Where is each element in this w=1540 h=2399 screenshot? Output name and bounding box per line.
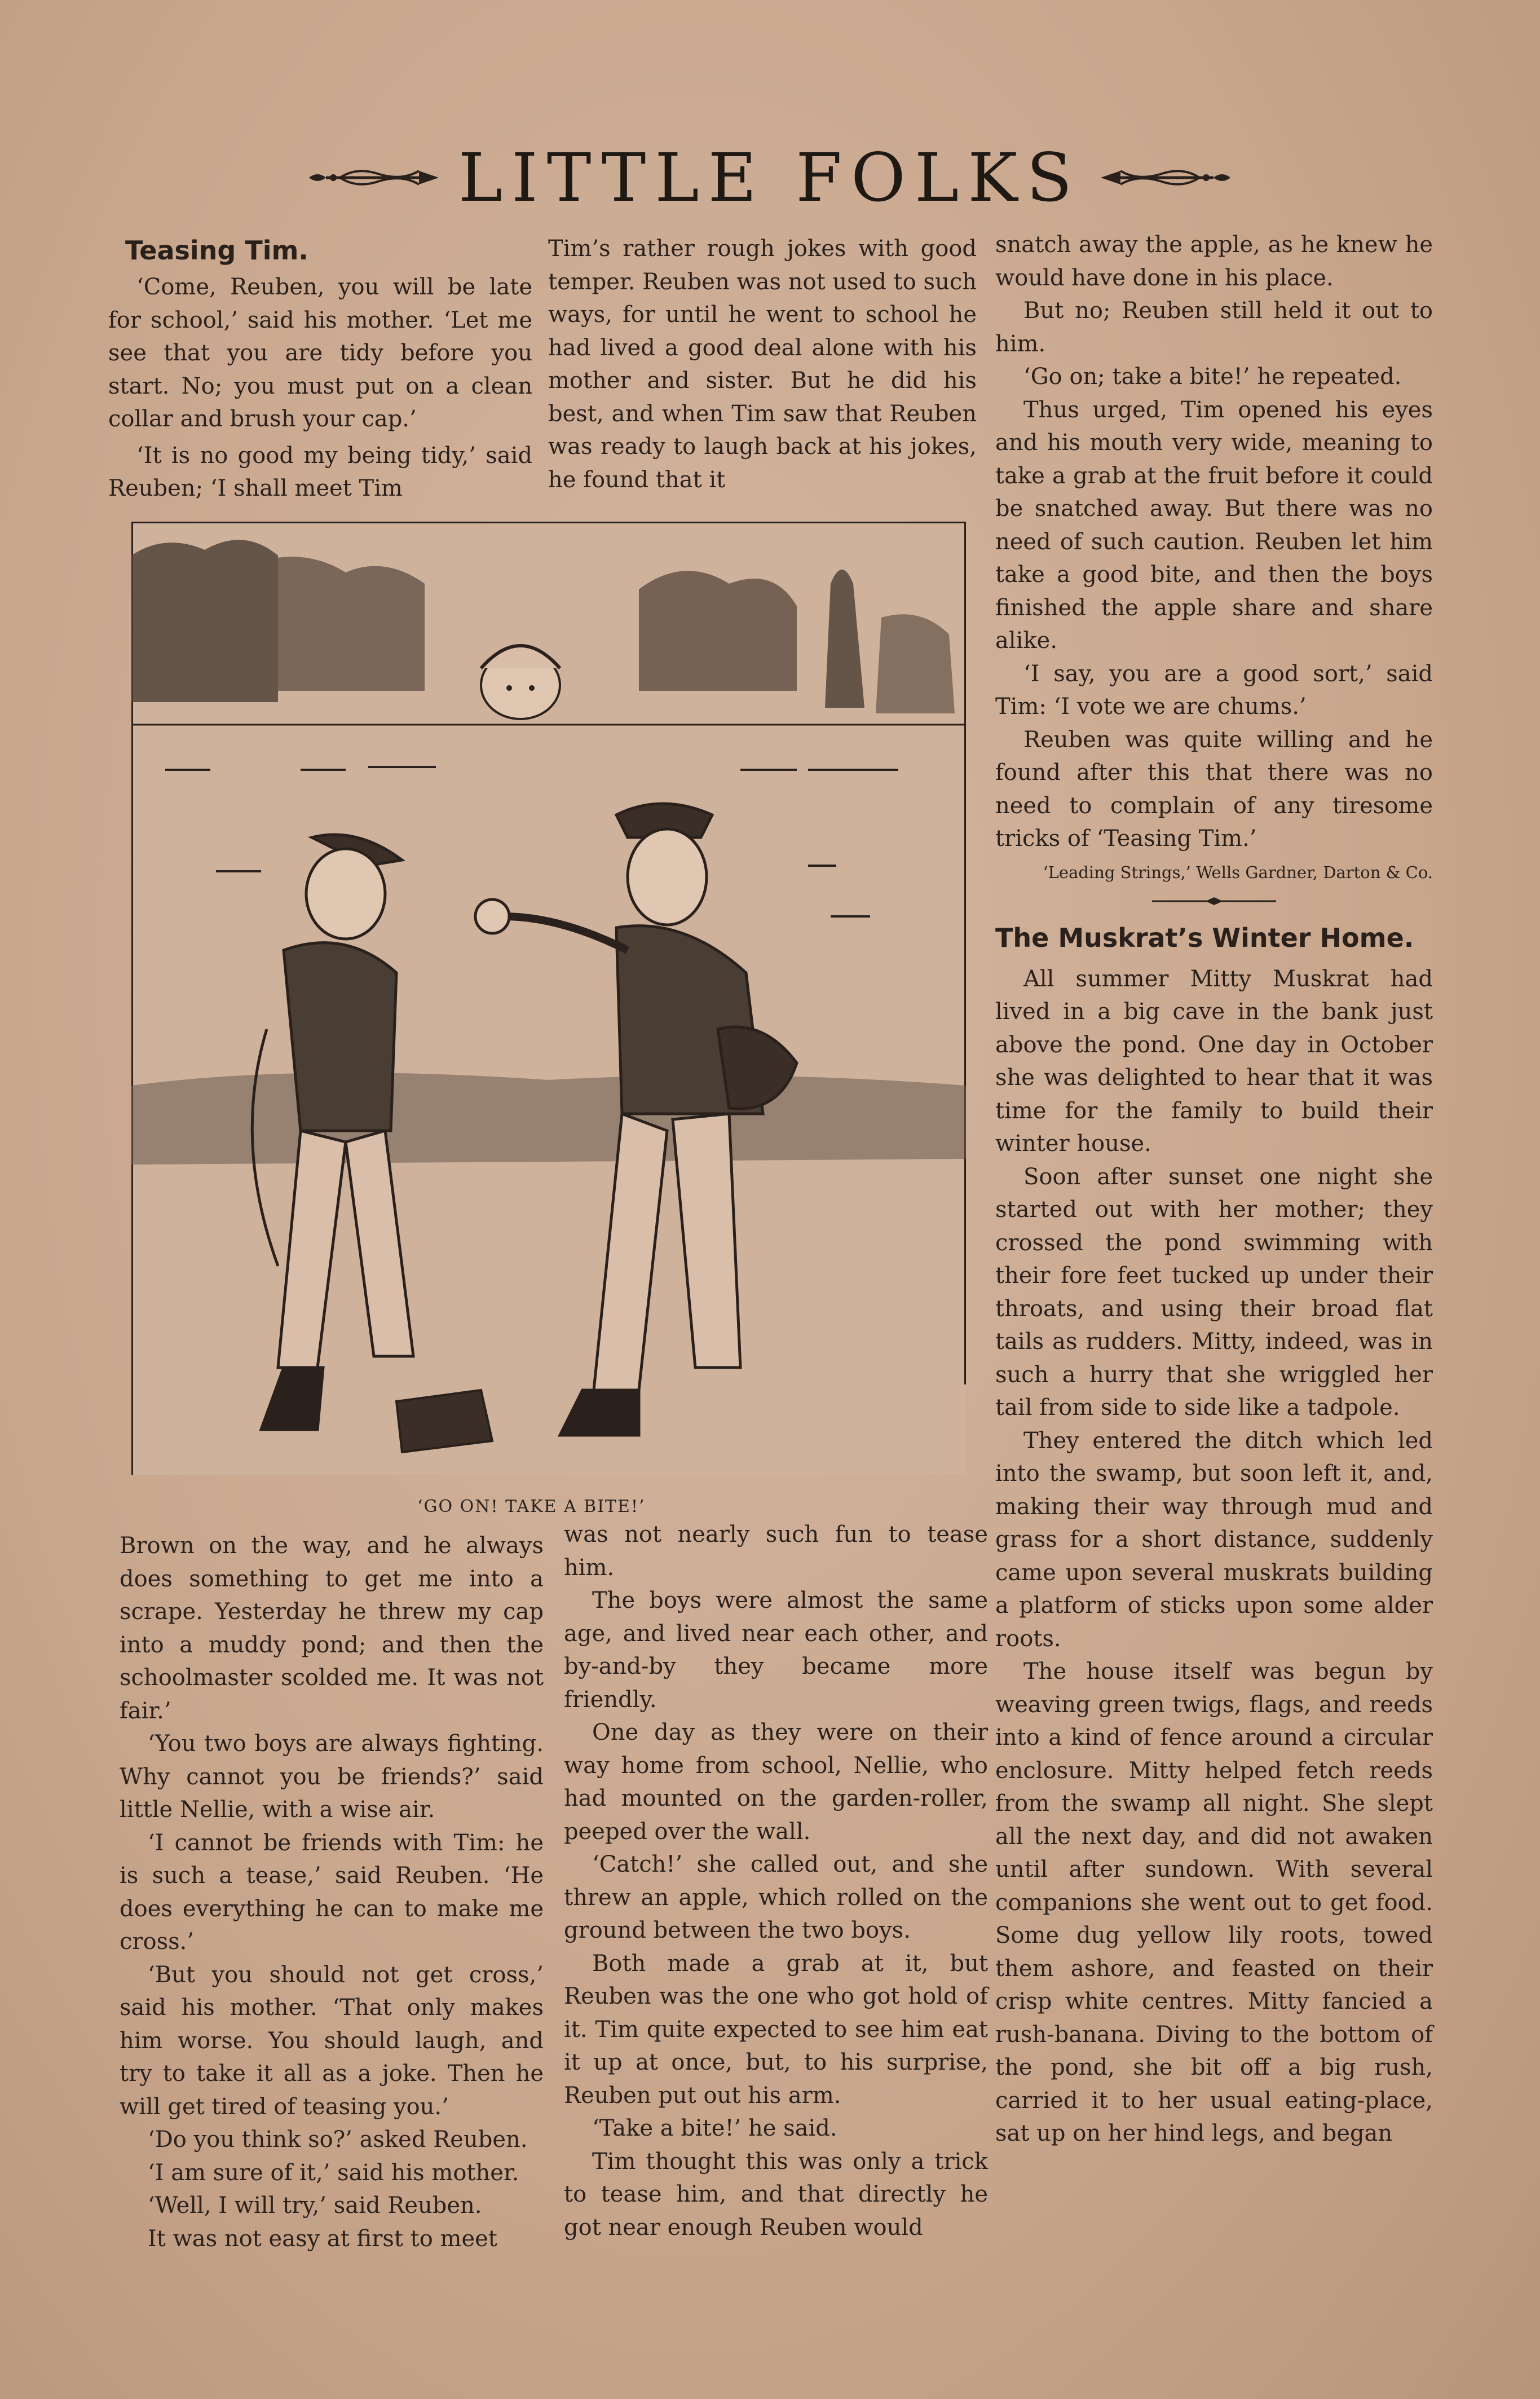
paragraph: All summer Mitty Muskrat had lived in a big cave in the bank just above the pond. One day in October she was delighted to hear that it was time for the family to build their winter house. [995, 965, 1433, 1157]
paragraph: The house itself was begun by weaving green twigs, flags, and reeds into a kind of fence around a circular enclosure. Mitty helped fetch reeds from the swamp all night. She slept all the next day, and did not awaken until after sundown. With several companions she went out to get food. Some dug yellow lily roots, towed them ashore, and feasted on their crisp white centres. Mitty fancied a rush-banana. Diving to the bottom of the pond, she bit off a big rush, carried it to her usual eating-place, sat up on her hind legs, and began [995, 1659, 1433, 2146]
paragraph: But no; Reuben still held it out to him. [995, 298, 1433, 357]
paragraph: Soon after sunset one night she started out with her mother; they crossed the pond swimming with their fore feet tucked up under their throats, and using their broad flat tails as rudders. Mitty, indeed, was in such a hurry that she wriggled her tail from side to side like a tadpole. [995, 1163, 1433, 1421]
paragraph: They entered the ditch which led into the swamp, but soon left it, and, making their way through mud and grass for a short distance, suddenly came upon several muskrats building a platform of sticks upon some alder roots. [995, 1427, 1433, 1652]
paragraph: ‘It is no good my being tidy,’ said Reuben; ‘I shall meet Tim [108, 442, 532, 501]
paragraph: ‘Well, I will try,’ said Reuben. [148, 2193, 482, 2219]
paragraph: One day as they were on their way home from school, Nellie, who had mounted on the garden-roller, peeped over the wall. [564, 1719, 988, 1845]
paragraph: ‘I say, you are a good sort,’ said Tim: ‘I vote we are chums.’ [995, 660, 1433, 720]
paragraph: ‘You two boys are always fighting. Why cannot you be friends?’ said little Nellie, with a wise air. [120, 1731, 544, 1823]
paragraph: snatch away the apple, as he knew he would have done in his place. [995, 232, 1433, 291]
story1-attribution: ‘Leading Strings,’ Wells Gardner, Darton & Co. [1043, 862, 1433, 882]
story2-title: The Muskrat’s Winter Home. [995, 922, 1414, 953]
paragraph: ‘Come, Reuben, you will be late for school,’ said his mother. ‘Let me see that you are tidy before you start. No; you must put on a clean collar and brush your cap.’ [108, 274, 532, 432]
story1-column2-top [548, 232, 977, 496]
paragraph: ‘I cannot be friends with Tim: he is such a tease,’ said Reuben. ‘He does everything he can to make me cross.’ [120, 1829, 544, 1955]
girl-peeking [481, 646, 560, 719]
paragraph: ‘But you should not get cross,’ said his mother. ‘That only makes him worse. You should laugh, and try to take it all as a joke. Then he will get tired of teasing you.’ [120, 1961, 544, 2120]
paragraph: ‘Go on; take a bite!’ he repeated. [1023, 364, 1402, 390]
illustration-boys-apple [131, 522, 966, 1475]
left-scroll-ornament [306, 161, 442, 195]
paragraph: Tim thought this was only a trick to tease him, and that directly he got near enough Reuben would [564, 2148, 988, 2241]
paragraph: Brown on the way, and he always does something to get me into a scrape. Yesterday he threw my cap into a muddy pond; and then the schoolmaster scolded me. It was not fair.’ [120, 1533, 544, 1724]
story1-title: Teasing Tim. [125, 235, 308, 266]
column3 [995, 228, 1433, 2150]
masthead [282, 138, 1257, 217]
story1-column2-bottom [564, 1518, 988, 2244]
paragraph: was not nearly such fun to tease him. [564, 1522, 988, 1581]
right-scroll-ornament [1098, 161, 1233, 195]
paragraph: Reuben was quite willing and he found after this that there was no need to complain of any tiresome tricks of ‘Teasing Tim.’ [995, 726, 1433, 852]
paragraph: It was not easy at first to meet [148, 2225, 497, 2252]
illustration-caption: ‘GO ON! TAKE A BITE!’ [417, 1497, 646, 1516]
paragraph: The boys were almost the same age, and lived near each other, and by-and-by they became more friendly. [564, 1587, 988, 1713]
paragraph: ‘Catch!’ she called out, and she threw an apple, which rolled on the ground between the two boys. [564, 1851, 988, 1943]
school-bag-icon [396, 1390, 492, 1452]
paragraph: ‘Do you think so?’ asked Reuben. [148, 2127, 528, 2153]
paragraph: Thus urged, Tim opened his eyes and his mouth very wide, meaning to take a grab at the fruit before it could be snatched away. But there was no need of such caution. Reuben let him take a good bite, and then the boys finished the apple share and share alike. [995, 396, 1433, 654]
paragraph: Both made a grab at it, but Reuben was the one who got hold of it. Tim quite expected to see him eat it up at once, but, to his surprise, Reuben put out his arm. [564, 1950, 988, 2109]
paragraph: ‘Take a bite!’ he said. [592, 2115, 837, 2141]
paragraph: ‘I am sure of it,’ said his mother. [148, 2159, 519, 2186]
masthead-title: LITTLE FOLKS [458, 139, 1082, 217]
divider-rule-icon [1152, 896, 1276, 907]
story1-column1-top [108, 232, 532, 505]
paragraph: Tim’s rather rough jokes with good temper. Reuben was not used to such ways, for until he went to school he had lived a good deal alone with his mother and sister. But he did his best, and when Tim saw that Reuben was ready to laugh back at his jokes, he found that it [548, 236, 977, 493]
section-divider [995, 893, 1433, 910]
story1-column1-bottom [120, 1529, 544, 2255]
